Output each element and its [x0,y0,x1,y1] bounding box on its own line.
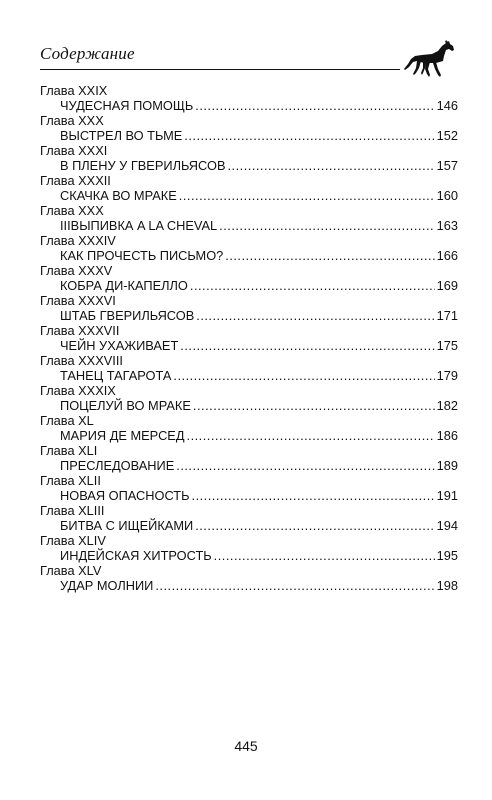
toc-entry [60,308,458,323]
toc-entry [60,488,458,503]
toc-item [40,442,458,472]
entry-page-number: 152 [436,128,458,143]
entry-title: МАРИЯ ДЕ МЕРСЕД [60,428,185,443]
dot-leader [176,458,434,473]
entry-page-number: 195 [436,548,458,563]
dot-leader [179,188,435,203]
chapter-label: Глава XXIX [40,83,108,98]
chapter-label: Глава XLIV [40,533,106,548]
toc-entry [60,248,458,263]
dot-leader [180,338,434,353]
entry-page-number: 169 [436,278,458,293]
toc-item [40,562,458,592]
chapter-label: Глава XXXVIII [40,353,123,368]
toc-item [40,262,458,292]
dot-leader [190,278,435,293]
toc-item [40,352,458,382]
chapter-label: Глава XXXV [40,263,113,278]
toc-entry [60,458,458,473]
chapter-label: Глава XXX [40,203,104,218]
toc-item [40,382,458,412]
entry-title: В ПЛЕНУ У ГВЕРИЛЬЯСОВ [60,158,226,173]
dot-leader [195,518,434,533]
toc-entry [60,428,458,443]
toc-entry [60,278,458,293]
toc-entry [60,128,458,143]
dot-leader [187,428,435,443]
entry-title: ТАНЕЦ ТАГАРОТА [60,368,172,383]
dot-leader [196,308,434,323]
dot-leader [192,488,435,503]
chapter-label: Глава XXXI [40,143,108,158]
toc-item [40,202,458,232]
toc-item [40,502,458,532]
page-number: 445 [234,738,258,754]
toc-entry [60,98,458,113]
running-header [40,38,458,78]
toc-item [40,532,458,562]
chapter-label: Глава XLI [40,443,98,458]
chapter-label: Глава XXXVI [40,293,116,308]
chapter-label: Глава XLIII [40,503,105,518]
toc-entry [60,368,458,383]
toc-item [40,412,458,442]
entry-title: ВЫСТРЕЛ ВО ТЬМЕ [60,128,183,143]
entry-title: КАК ПРОЧЕСТЬ ПИСЬМО? [60,248,224,263]
toc-entry [60,158,458,173]
toc-item [40,232,458,262]
chapter-label: Глава XXXII [40,173,111,188]
toc-item [40,142,458,172]
toc-item [40,472,458,502]
dot-leader [173,368,434,383]
entry-title: ШТАБ ГВЕРИЛЬЯСОВ [60,308,195,323]
chapter-label: Глава XLV [40,563,102,578]
dot-leader [184,128,434,143]
entry-page-number: 166 [436,248,458,263]
dot-leader [227,158,434,173]
horse-icon [402,40,458,80]
toc-item [40,112,458,142]
dot-leader [155,578,434,593]
entry-page-number: 194 [436,518,458,533]
entry-title: УДАР МОЛНИИ [60,578,154,593]
toc-entry [60,218,458,233]
table-of-contents [40,82,458,592]
entry-title: ПОЦЕЛУЙ ВО МРАКЕ [60,398,191,413]
running-header-title: Содержание [40,44,135,63]
chapter-label: Глава XL [40,413,94,428]
entry-page-number: 160 [436,188,458,203]
entry-title: СКАЧКА ВО МРАКЕ [60,188,177,203]
toc-entry [60,548,458,563]
entry-page-number: 182 [436,398,458,413]
toc-item [40,292,458,322]
toc-item [40,172,458,202]
entry-page-number: 175 [436,338,458,353]
dot-leader [225,248,434,263]
entry-page-number: 189 [436,458,458,473]
header-rule [40,69,400,70]
entry-title: ЧУДЕСНАЯ ПОМОЩЬ [60,98,194,113]
chapter-label: Глава XXXVII [40,323,120,338]
entry-title: ПРЕСЛЕДОВАНИЕ [60,458,175,473]
toc-entry [60,398,458,413]
dot-leader [214,548,435,563]
chapter-label: Глава XLII [40,473,101,488]
chapter-label: Глава XXX [40,113,104,128]
toc-entry [60,518,458,533]
entry-title: БИТВА С ИЩЕЙКАМИ [60,518,194,533]
entry-page-number: 157 [436,158,458,173]
entry-page-number: 191 [436,488,458,503]
dot-leader [193,398,435,413]
entry-title: IIIВЫПИВКА A LA CHEVAL [60,218,218,233]
toc-entry [60,578,458,593]
entry-title: КОБРА ДИ-КАПЕЛЛО [60,278,188,293]
toc-item [40,82,458,112]
toc-entry [60,188,458,203]
entry-page-number: 186 [436,428,458,443]
entry-title: ЧЕЙН УХАЖИВАЕТ [60,338,179,353]
entry-page-number: 179 [436,368,458,383]
dot-leader [195,98,434,113]
toc-entry [60,338,458,353]
entry-title: НОВАЯ ОПАСНОСТЬ [60,488,190,503]
entry-title: ИНДЕЙСКАЯ ХИТРОСТЬ [60,548,212,563]
entry-page-number: 171 [436,308,458,323]
entry-page-number: 163 [436,218,458,233]
dot-leader [219,218,434,233]
chapter-label: Глава XXXIV [40,233,116,248]
toc-item [40,322,458,352]
entry-page-number: 198 [436,578,458,593]
chapter-label: Глава XXXIX [40,383,116,398]
entry-page-number: 146 [436,98,458,113]
